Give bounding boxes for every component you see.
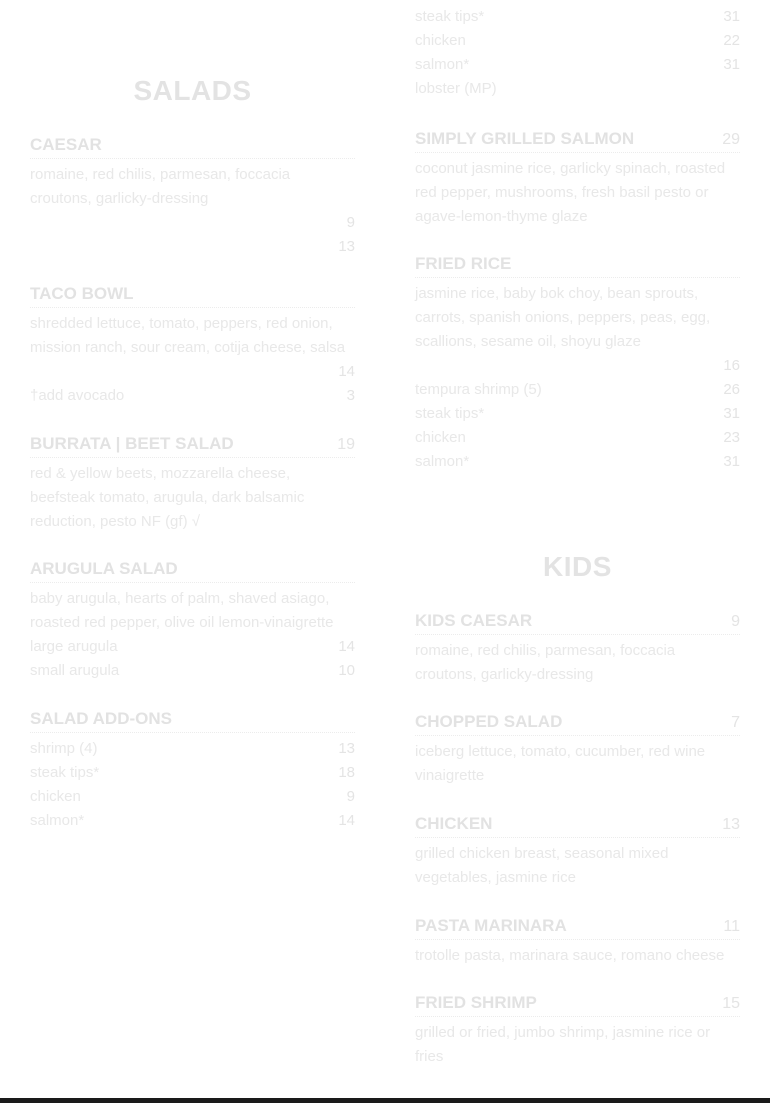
- item-header: [415, 993, 740, 1017]
- item-header: [415, 814, 740, 838]
- menu-item-grilled-salmon: [415, 129, 740, 229]
- menu-item-fried-rice: [415, 254, 740, 474]
- option-label: chicken: [415, 32, 466, 49]
- option-label: steak tips*: [415, 8, 485, 25]
- item-description: grilled chicken breast, seasonal mixed vegetables, jasmine rice: [415, 845, 669, 886]
- option-row: [415, 29, 740, 53]
- item-price: 9: [731, 613, 740, 630]
- item-name: ARUGULA SALAD: [30, 559, 178, 578]
- option-label: tempura shrimp (5): [415, 381, 542, 398]
- option-label: shrimp (4): [30, 740, 98, 757]
- item-price: 9: [346, 214, 355, 231]
- menu-item-kids-caesar: [415, 611, 740, 687]
- item-description: baby arugula, hearts of palm, shaved asiago, roasted red pepper, olive oil lemon-vinaigrette: [30, 590, 334, 631]
- item-name: CHICKEN: [415, 814, 493, 833]
- option-row: [30, 761, 355, 785]
- item-price: 11: [723, 918, 740, 935]
- option-row: [415, 53, 740, 77]
- item-name: CAESAR: [30, 135, 102, 154]
- menu-item-chopped-salad: [415, 712, 740, 788]
- item-name: KIDS CAESAR: [415, 611, 533, 630]
- price-row: [30, 211, 355, 235]
- option-price: 10: [338, 662, 355, 679]
- item-name: TACO BOWL: [30, 284, 134, 303]
- option-row: [30, 809, 355, 833]
- option-row: [415, 426, 740, 450]
- option-row: [30, 737, 355, 761]
- option-price: 18: [338, 764, 355, 781]
- item-price: 13: [722, 816, 740, 833]
- option-row: [415, 402, 740, 426]
- option-label: chicken: [415, 429, 466, 446]
- item-description: shredded lettuce, tomato, peppers, red onion, mission ranch, sour cream, cotija cheese, salsa: [30, 315, 346, 356]
- option-row: [415, 77, 740, 101]
- menu-item-burrata: [30, 434, 355, 534]
- option-price: 31: [723, 56, 740, 73]
- item-header: [415, 254, 740, 278]
- item-header: [415, 129, 740, 153]
- option-row: [30, 659, 355, 683]
- option-label: salmon*: [415, 56, 470, 73]
- item-header: [415, 916, 740, 940]
- kids-heading: KIDS: [543, 551, 612, 582]
- option-price: 31: [723, 405, 740, 422]
- item-price: 7: [731, 714, 740, 731]
- item-header: [30, 135, 355, 159]
- item-header: [30, 434, 355, 458]
- item-name: CHOPPED SALAD: [415, 712, 563, 731]
- menu-item-salad-addons: [30, 709, 355, 833]
- item-price: 14: [338, 363, 355, 380]
- item-description: romaine, red chilis, parmesan, foccacia croutons, garlicky-dressing: [30, 166, 291, 207]
- item-description: trotolle pasta, marinara sauce, romano cheese: [415, 947, 725, 964]
- menu-item-arugula: [30, 559, 355, 683]
- menu-item-pasta-marinara: [415, 916, 740, 968]
- price-row: [30, 360, 355, 384]
- bottom-border: [0, 1098, 770, 1103]
- salads-heading: SALADS: [133, 75, 252, 106]
- option-row: [415, 5, 740, 29]
- option-row: [30, 785, 355, 809]
- item-price: 19: [337, 436, 355, 453]
- item-price: 29: [722, 131, 740, 148]
- option-label: lobster (MP): [415, 80, 497, 97]
- item-description: iceberg lettuce, tomato, cucumber, red wine vinaigrette: [415, 743, 706, 784]
- option-row: [415, 450, 740, 474]
- addon-row: [30, 384, 355, 408]
- price-row: [415, 354, 740, 378]
- item-description: red & yellow beets, mozzarella cheese, beefsteak tomato, arugula, dark balsamic reduction, pesto NF (gf) √: [30, 465, 305, 530]
- option-label: salmon*: [415, 453, 470, 470]
- option-price: 22: [723, 32, 740, 49]
- item-name: PASTA MARINARA: [415, 916, 567, 935]
- option-price: 14: [338, 812, 355, 829]
- item-price: 16: [723, 357, 740, 374]
- menu-item-caesar: [30, 135, 355, 259]
- option-price: 9: [346, 788, 355, 805]
- option-price: 14: [338, 638, 355, 655]
- option-price: 23: [723, 429, 740, 446]
- option-label: steak tips*: [415, 405, 485, 422]
- item-header: [30, 709, 355, 733]
- option-label: large arugula: [30, 638, 118, 655]
- option-price: 26: [723, 381, 740, 398]
- item-name: FRIED SHRIMP: [415, 993, 537, 1012]
- item-price: 15: [722, 995, 740, 1012]
- item-price: 13: [338, 238, 355, 255]
- item-header: [30, 284, 355, 308]
- option-label: chicken: [30, 788, 81, 805]
- item-header: [415, 712, 740, 736]
- item-name: SIMPLY GRILLED SALMON: [415, 129, 635, 148]
- item-description: grilled or fried, jumbo shrimp, jasmine rice or fries: [415, 1024, 711, 1065]
- menu-item-taco-bowl: [30, 284, 355, 408]
- item-name: FRIED RICE: [415, 254, 512, 273]
- option-row: [415, 378, 740, 402]
- option-label: steak tips*: [30, 764, 100, 781]
- option-label: small arugula: [30, 662, 120, 679]
- item-description: romaine, red chilis, parmesan, foccacia croutons, garlicky-dressing: [415, 642, 676, 683]
- item-name: SALAD ADD-ONS: [30, 709, 172, 728]
- item-description: coconut jasmine rice, garlicky spinach, roasted red pepper, mushrooms, fresh basil pesto or agave-lemon-thyme glaze: [415, 160, 726, 225]
- option-price: 13: [338, 740, 355, 757]
- option-price: 31: [723, 453, 740, 470]
- item-description: jasmine rice, baby bok choy, bean sprouts, carrots, spanish onions, peppers, peas, egg, scallions, sesame oil, shoyu glaze: [415, 285, 711, 350]
- option-label: salmon*: [30, 812, 85, 829]
- menu-item-fried-shrimp: [415, 993, 740, 1069]
- menu-item-continued-options: [415, 5, 740, 101]
- price-row: [30, 235, 355, 259]
- addon-label: †add avocado: [30, 387, 125, 404]
- menu-item-kids-chicken: [415, 814, 740, 890]
- item-header: [415, 611, 740, 635]
- item-header: [30, 559, 355, 583]
- option-row: [30, 635, 355, 659]
- option-price: 31: [723, 8, 740, 25]
- item-name: BURRATA | BEET SALAD: [30, 434, 234, 453]
- addon-price: 3: [346, 387, 355, 404]
